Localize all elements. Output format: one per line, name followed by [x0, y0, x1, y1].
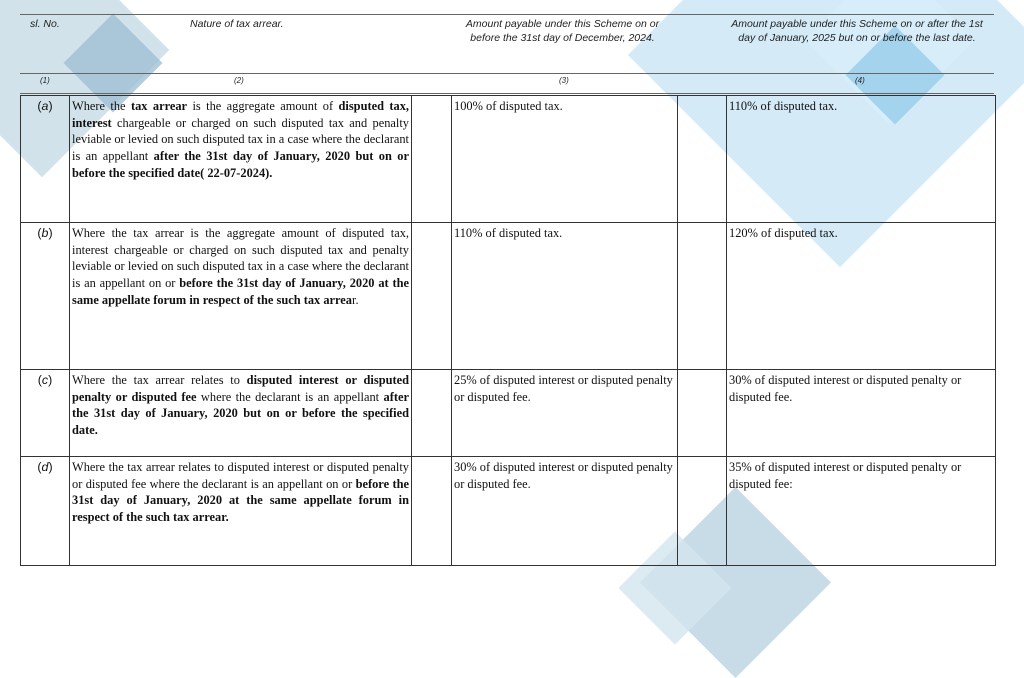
nature-text: r. [352, 292, 359, 307]
spacer-cell [412, 96, 452, 223]
amount-before-2024-cell: 25% of disputed interest or disputed penalty or disputed fee. [452, 370, 678, 457]
amount-before-2024-cell: 30% of disputed interest or disputed penalty or disputed fee. [452, 457, 678, 566]
nature-cell [70, 223, 412, 370]
amount-after-2025-cell: 35% of disputed interest or disputed penalty or disputed fee: [727, 457, 996, 566]
spacer-cell [678, 370, 727, 457]
nature-cell [70, 457, 412, 566]
nature-text: where the declarant is an appellant [196, 389, 384, 404]
column-number: (1) [40, 76, 50, 85]
header-sl-no: sl. No. [30, 18, 60, 30]
nature-text: Where the [72, 99, 131, 113]
nature-text-bold: disputed tax, interest [72, 99, 410, 130]
header-nature: Nature of tax arrear. [190, 18, 284, 30]
nature-text: chargeable or charged on such disputed tax and penalty leviable or levied on such disputed tax in a case where the declarant is an appellant [72, 115, 409, 164]
nature-text: is the aggregate amount of [187, 99, 339, 113]
amount-before-2024-cell: 110% of disputed tax. [452, 223, 678, 370]
nature-text-bold: tax arrear [130, 99, 188, 113]
table-header [20, 14, 994, 74]
spacer-cell [412, 370, 452, 457]
amount-after-2025-cell: 110% of disputed tax. [727, 96, 996, 223]
nature-text-bold: after the 31st day of January, 2020 but on or before the specified date( 22-07-2024). [72, 149, 409, 180]
sl-no-cell: (a) [21, 96, 70, 223]
sl-no-cell: (b) [21, 223, 70, 370]
column-number: (4) [855, 76, 865, 85]
amount-before-2024-cell: 100% of disputed tax. [452, 96, 678, 223]
column-number: (3) [559, 76, 569, 85]
spacer-cell [678, 96, 727, 223]
table-row [21, 457, 996, 566]
sl-no-cell: (d) [21, 457, 70, 566]
spacer-cell [412, 457, 452, 566]
spacer-cell [678, 457, 727, 566]
amount-after-2025-cell: 30% of disputed interest or disputed penalty or disputed fee. [727, 370, 996, 457]
tax-arrear-table [20, 95, 996, 566]
nature-text-bold: after the 31st day of January, 2020 but on or before the specified date. [72, 389, 409, 438]
header-amount-after-2025: Amount payable under this Scheme on or after the 1st day of January, 2025 but on or before the last date. [731, 18, 983, 44]
nature-text: Where the tax arrear relates to [72, 373, 247, 387]
nature-text-bold: before the 31st day of January, 2020 at the same appellate forum in respect of the such tax arrea [72, 276, 409, 307]
column-number: (2) [234, 76, 244, 85]
nature-text-bold: before the 31st day of January, 2020 at the same appellate forum in respect of the such tax arrear. [72, 476, 409, 525]
table-row [21, 223, 996, 370]
header-amount-before-2024: Amount payable under this Scheme on or before the 31st day of December, 2024. [465, 18, 660, 44]
spacer-cell [412, 223, 452, 370]
spacer-cell [678, 223, 727, 370]
nature-cell [70, 96, 412, 223]
table-row [21, 96, 996, 223]
amount-after-2025-cell: 120% of disputed tax. [727, 223, 996, 370]
column-numbers-row [20, 72, 994, 94]
nature-cell [70, 370, 412, 457]
sl-no-cell: (c) [21, 370, 70, 457]
nature-text: Where the tax arrear is the aggregate amount of disputed tax, interest chargeable or charged on such disputed tax and penalty leviable or levied on such disputed tax in a case where the declarant is an appellant on or [72, 226, 409, 291]
table-row [21, 370, 996, 457]
nature-text-bold: disputed interest or disputed penalty or disputed fee [72, 373, 409, 404]
nature-text: Where the tax arrear relates to disputed interest or disputed penalty or disputed fee where the declarant is an appellant on or [72, 460, 409, 491]
